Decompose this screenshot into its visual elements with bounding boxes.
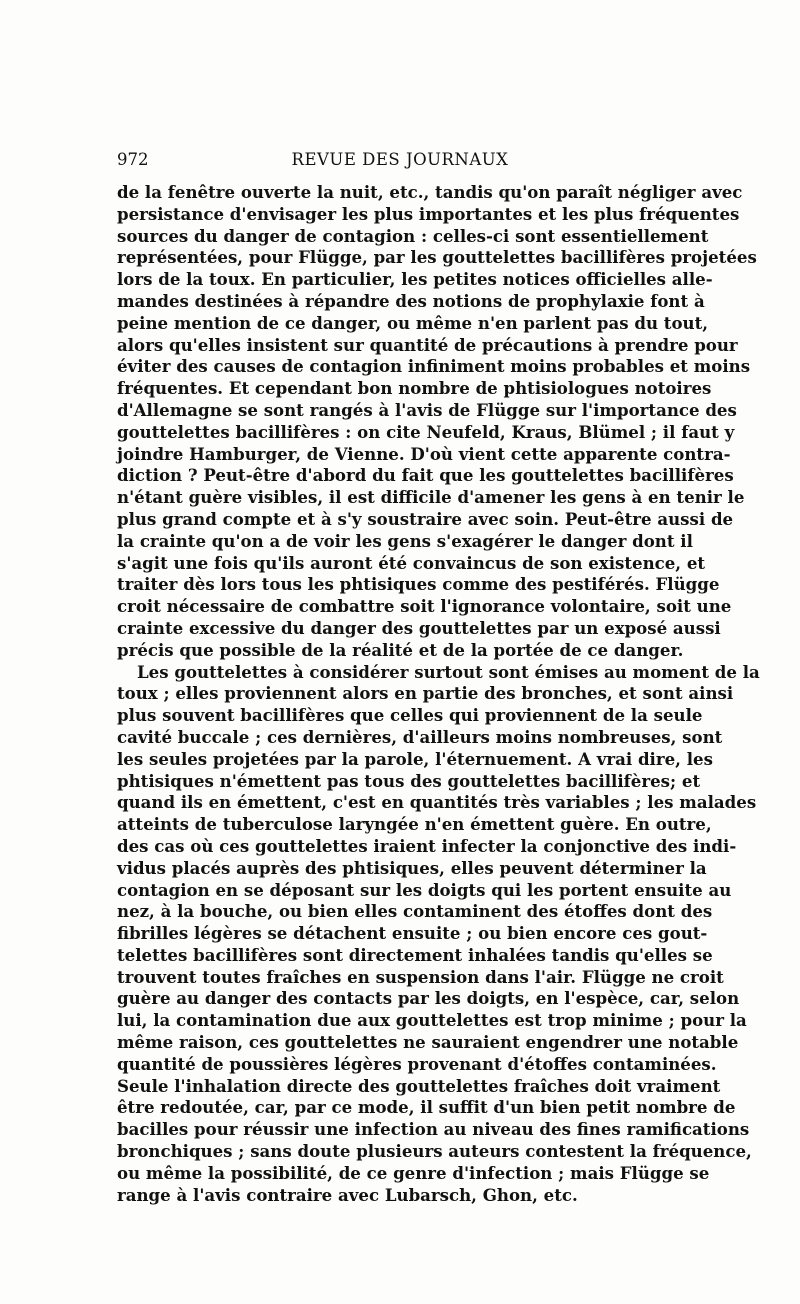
text-line: fréquentes. Et cependant bon nombre de phtisiologues notoires — [117, 378, 712, 399]
text-line: nez, à la bouche, ou bien elles contaminent des étoffes dont des — [117, 901, 713, 922]
paragraph-2 — [117, 661, 760, 1207]
text-line: Les gouttelettes à considérer surtout sont émises au moment de la — [137, 661, 760, 682]
text-line: Seule l'inhalation directe des gouttelettes fraîches doit vraiment — [117, 1075, 721, 1096]
text-line: diction ? Peut-être d'abord du fait que les gouttelettes bacillifères — [117, 465, 734, 486]
text-line: s'agit une fois qu'ils auront été convaincus de son existence, et — [117, 552, 706, 573]
text-line: contagion en se déposant sur les doigts qui les portent ensuite au — [117, 879, 732, 900]
text-line: telettes bacillifères sont directement inhalées tandis qu'elles se — [117, 944, 713, 965]
text-line: d'Allemagne se sont rangés à l'avis de Flügge sur l'importance des — [117, 399, 737, 420]
text-line: ou même la possibilité, de ce genre d'infection ; mais Flügge se — [117, 1162, 710, 1183]
text-line: lors de la toux. En particulier, les petites notices officielles alle- — [117, 269, 713, 290]
text-line: gouttelettes bacillifères : on cite Neufeld, Kraus, Blümel ; il faut y — [117, 421, 735, 442]
text-line: les seules projetées par la parole, l'éternuement. A vrai dire, les — [117, 748, 713, 769]
text-line: lui, la contamination due aux gouttelettes est trop minime ; pour la — [117, 1010, 747, 1031]
text-line: atteints de tuberculose laryngée n'en émettent guère. En outre, — [117, 814, 712, 835]
page-header — [117, 148, 683, 172]
text-line: vidus placés auprès des phtisiques, elles peuvent déterminer la — [117, 857, 707, 878]
text-line: phtisiques n'émettent pas tous des gouttelettes bacillifères; et — [117, 770, 701, 791]
text-line: persistance d'envisager les plus importantes et les plus fréquentes — [117, 203, 740, 224]
text-line: n'étant guère visibles, il est difficile d'amener les gens à en tenir le — [117, 487, 745, 508]
text-line: plus grand compte et à s'y soustraire avec soin. Peut-être aussi de — [117, 508, 734, 529]
text-line: représentées, pour Flügge, par les gouttelettes bacillifères projetées — [117, 247, 757, 268]
text-line: range à l'avis contraire avec Lubarsch, Ghon, etc. — [117, 1184, 578, 1205]
text-line: plus souvent bacillifères que celles qui proviennent de la seule — [117, 705, 703, 726]
text-line: guère au danger des contacts par les doigts, en l'espèce, car, selon — [117, 988, 740, 1009]
text-line: des cas où ces gouttelettes iraient infecter la conjonctive des indi- — [117, 835, 737, 856]
text-line: éviter des causes de contagion infiniment moins probables et moins — [117, 356, 751, 377]
paragraph-1 — [117, 182, 757, 662]
text-line: quantité de poussières légères provenant d'étoffes contaminées. — [117, 1053, 717, 1074]
running-title: REVUE DES JOURNAUX — [291, 150, 509, 169]
text-line: traiter dès lors tous les phtisiques comme des pestiférés. Flügge — [117, 574, 720, 595]
text-line: quand ils en émettent, c'est en quantités très variables ; les malades — [117, 792, 757, 813]
text-line: être redoutée, car, par ce mode, il suffit d'un bien petit nombre de — [117, 1097, 736, 1118]
text-line: de la fenêtre ouverte la nuit, etc., tandis qu'on paraît négliger avec — [117, 182, 743, 202]
text-line: trouvent toutes fraîches en suspension dans l'air. Flügge ne croit — [117, 966, 724, 987]
text-line: toux ; elles proviennent alors en partie des bronches, et sont ainsi — [117, 683, 734, 704]
text-line: cavité buccale ; ces dernières, d'ailleurs moins nombreuses, sont — [117, 726, 723, 747]
text-line: peine mention de ce danger, ou même n'en parlent pas du tout, — [117, 312, 709, 333]
text-line: la crainte qu'on a de voir les gens s'exagérer le danger dont il — [117, 530, 693, 551]
text-line: précis que possible de la réalité et de la portée de ce danger. — [117, 639, 684, 660]
text-line: bronchiques ; sans doute plusieurs auteurs contestent la fréquence, — [117, 1141, 752, 1162]
text-line: mandes destinées à répandre des notions de prophylaxie font à — [117, 290, 705, 311]
text-line: alors qu'elles insistent sur quantité de précautions à prendre pour — [117, 334, 738, 355]
body-text — [117, 182, 760, 1206]
text-line: même raison, ces gouttelettes ne sauraient engendrer une notable — [117, 1032, 739, 1053]
text-line: fibrilles légères se détachent ensuite ; ou bien encore ces gout- — [117, 923, 708, 944]
text-line: sources du danger de contagion : celles-ci sont essentiellement — [117, 225, 709, 246]
text-line: croit nécessaire de combattre soit l'ignorance volontaire, soit une — [117, 596, 732, 617]
text-line: bacilles pour réussir une infection au niveau des fines ramifications — [117, 1119, 750, 1140]
text-line: crainte excessive du danger des gouttelettes par un exposé aussi — [117, 617, 721, 638]
page-number: 972 — [117, 150, 149, 169]
text-line: joindre Hamburger, de Vienne. D'où vient cette apparente contra- — [117, 443, 731, 464]
